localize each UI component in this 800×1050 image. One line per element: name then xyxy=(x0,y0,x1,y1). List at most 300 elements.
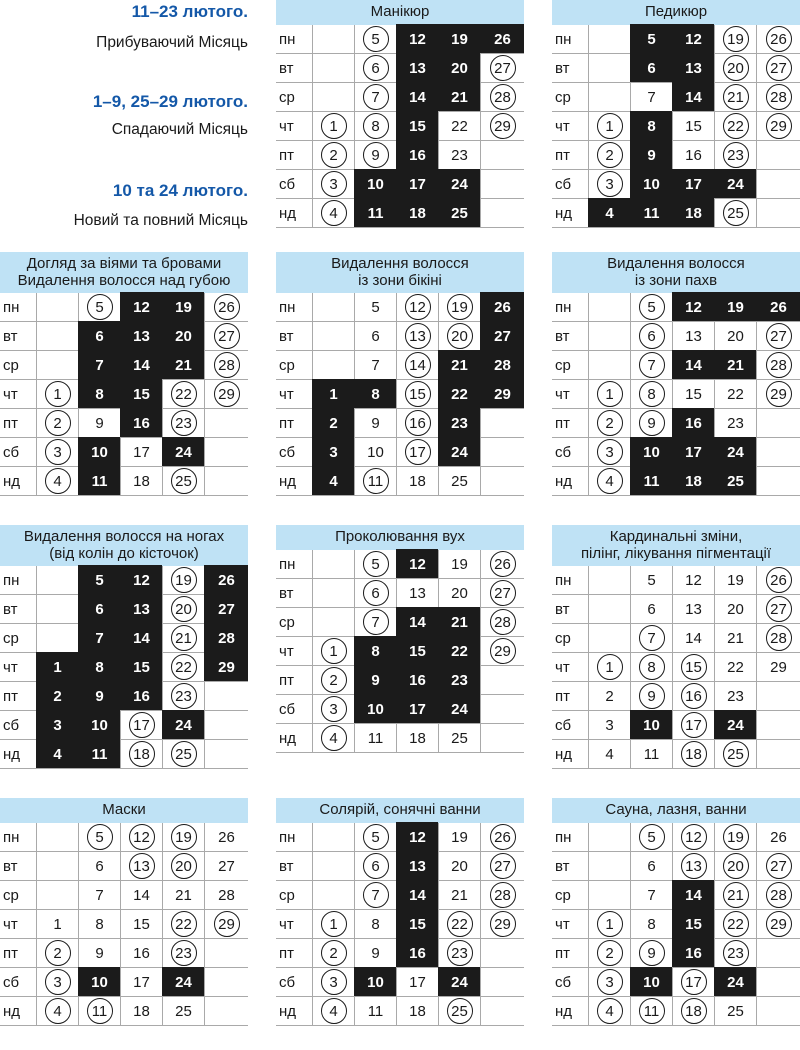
legend-moon-phase: Новий та повний Місяць xyxy=(73,212,248,229)
day-cell-favorable xyxy=(480,322,524,351)
day-cell-circled xyxy=(354,550,396,579)
weekday-label: сб xyxy=(0,968,36,997)
day-cell-circled xyxy=(120,823,162,852)
weekday-label: пн xyxy=(276,293,312,322)
day-number: 15 xyxy=(409,642,426,660)
day-number: 14 xyxy=(133,356,150,374)
day-grid xyxy=(276,550,524,753)
day-number: 2 xyxy=(53,687,62,705)
day-number: 17 xyxy=(133,716,150,734)
weekday-label: нд xyxy=(0,467,36,496)
moon-phase-legend xyxy=(0,0,270,240)
day-number: 29 xyxy=(494,642,511,660)
day-cell-circled xyxy=(588,141,630,170)
day-number: 26 xyxy=(770,828,787,846)
day-number: 11 xyxy=(367,204,384,222)
day-cell-circled xyxy=(756,25,800,54)
day-number: 15 xyxy=(685,117,702,135)
day-cell-circled xyxy=(714,83,756,112)
day-number: 3 xyxy=(605,973,614,991)
weekday-label: вт xyxy=(0,852,36,881)
day-number: 3 xyxy=(53,443,62,461)
day-number: 11 xyxy=(367,1002,384,1020)
weekday-label: вт xyxy=(0,595,36,624)
day-cell-favorable xyxy=(204,595,248,624)
day-cell-circled xyxy=(396,438,438,467)
day-number: 4 xyxy=(329,729,338,747)
day-number: 26 xyxy=(494,828,511,846)
day-cell-favorable xyxy=(630,199,672,228)
day-number: 29 xyxy=(770,658,787,676)
empty-day-cell xyxy=(588,823,630,852)
day-cell xyxy=(714,595,756,624)
day-cell-favorable xyxy=(714,467,756,496)
day-cell-favorable xyxy=(438,968,480,997)
day-cell-favorable xyxy=(714,968,756,997)
day-cell-favorable xyxy=(630,54,672,83)
day-number: 19 xyxy=(727,571,744,589)
panel-title-line: Видалення волосся на ногах xyxy=(23,527,225,545)
day-cell-favorable xyxy=(672,25,714,54)
day-cell-favorable xyxy=(396,666,438,695)
weekday-label: чт xyxy=(276,112,312,141)
day-number: 4 xyxy=(329,204,338,222)
day-number: 20 xyxy=(727,600,744,618)
day-number: 12 xyxy=(409,298,426,316)
day-cell-favorable xyxy=(396,695,438,724)
day-number: 3 xyxy=(329,175,338,193)
weekday-label: чт xyxy=(0,910,36,939)
day-cell-favorable xyxy=(480,351,524,380)
day-number: 5 xyxy=(95,571,104,589)
day-number: 26 xyxy=(770,298,787,316)
panel-title-line: Проколювання вух xyxy=(335,528,465,546)
day-cell-circled xyxy=(714,881,756,910)
panel-title-line: Педикюр xyxy=(644,3,708,21)
weekday-label: ср xyxy=(276,881,312,910)
day-number: 7 xyxy=(95,629,104,647)
day-cell-circled xyxy=(756,351,800,380)
day-number: 9 xyxy=(371,414,380,432)
day-cell-favorable xyxy=(396,881,438,910)
day-cell-circled xyxy=(714,112,756,141)
day-cell-favorable xyxy=(78,351,120,380)
day-number: 20 xyxy=(727,327,744,345)
day-cell-circled xyxy=(354,852,396,881)
empty-day-cell xyxy=(312,823,354,852)
day-cell-circled xyxy=(756,910,800,939)
day-number: 24 xyxy=(727,443,744,461)
weekday-label: пн xyxy=(276,25,312,54)
empty-day-cell xyxy=(756,170,800,199)
day-number: 22 xyxy=(175,658,192,676)
day-number: 5 xyxy=(371,298,380,316)
empty-day-cell xyxy=(312,293,354,322)
day-number: 25 xyxy=(451,204,468,222)
day-number: 15 xyxy=(409,385,426,403)
weekday-label: вт xyxy=(276,54,312,83)
day-cell-circled xyxy=(78,997,120,1026)
day-number: 17 xyxy=(133,973,150,991)
day-cell xyxy=(396,724,438,753)
day-number: 27 xyxy=(494,584,511,602)
weekday-label: ср xyxy=(552,624,588,653)
day-cell-favorable xyxy=(630,438,672,467)
empty-day-cell xyxy=(588,852,630,881)
day-number: 25 xyxy=(175,745,192,763)
day-number: 13 xyxy=(685,327,702,345)
day-number: 1 xyxy=(329,117,338,135)
day-cell xyxy=(672,566,714,595)
empty-day-cell xyxy=(204,997,248,1026)
empty-day-cell xyxy=(480,939,524,968)
day-cell-favorable xyxy=(120,293,162,322)
day-cell-favorable xyxy=(672,467,714,496)
day-grid xyxy=(552,566,800,769)
day-cell-circled xyxy=(672,711,714,740)
weekday-label: пт xyxy=(552,682,588,711)
day-number: 13 xyxy=(409,857,426,875)
panel-title-line: Кардинальні зміни, xyxy=(609,527,743,545)
day-cell-favorable xyxy=(120,351,162,380)
day-cell-favorable xyxy=(714,293,756,322)
day-cell-favorable xyxy=(438,199,480,228)
day-cell-favorable xyxy=(120,653,162,682)
empty-day-cell xyxy=(204,682,248,711)
day-cell-circled xyxy=(714,939,756,968)
day-cell xyxy=(714,624,756,653)
day-cell-favorable xyxy=(438,54,480,83)
day-cell-circled xyxy=(162,682,204,711)
day-cell-favorable xyxy=(120,624,162,653)
empty-day-cell xyxy=(36,823,78,852)
empty-day-cell xyxy=(36,881,78,910)
day-cell-favorable xyxy=(162,968,204,997)
day-cell-circled xyxy=(204,910,248,939)
day-number: 20 xyxy=(451,857,468,875)
day-number: 27 xyxy=(494,327,511,345)
day-cell-favorable xyxy=(396,170,438,199)
day-number: 20 xyxy=(451,59,468,77)
day-number: 19 xyxy=(175,828,192,846)
day-cell-circled xyxy=(672,740,714,769)
day-cell-favorable xyxy=(396,25,438,54)
day-number: 4 xyxy=(53,1002,62,1020)
day-cell-circled xyxy=(162,624,204,653)
weekday-label: ср xyxy=(276,83,312,112)
weekday-label: ср xyxy=(552,881,588,910)
day-number: 29 xyxy=(770,117,787,135)
panel-title-line: Видалення волосся xyxy=(331,254,469,272)
day-cell xyxy=(672,322,714,351)
day-number: 12 xyxy=(685,298,702,316)
day-number: 6 xyxy=(95,327,104,345)
day-number: 12 xyxy=(133,828,150,846)
day-cell xyxy=(714,322,756,351)
empty-day-cell xyxy=(588,83,630,112)
day-number: 2 xyxy=(605,944,614,962)
empty-day-cell xyxy=(756,141,800,170)
day-cell-favorable xyxy=(78,653,120,682)
day-number: 10 xyxy=(367,175,384,193)
day-cell-favorable xyxy=(354,380,396,409)
day-number: 9 xyxy=(95,687,104,705)
day-cell-favorable xyxy=(438,409,480,438)
day-number: 7 xyxy=(371,356,380,374)
panel-title-line: Сауна, лазня, ванни xyxy=(605,801,747,819)
panel-title xyxy=(276,798,524,823)
day-cell xyxy=(162,997,204,1026)
day-number: 26 xyxy=(494,30,511,48)
legend-date-range: 10 та 24 лютого. xyxy=(112,181,248,200)
weekday-label: пн xyxy=(552,823,588,852)
day-cell-favorable xyxy=(120,409,162,438)
weekday-label: сб xyxy=(276,170,312,199)
day-cell xyxy=(438,823,480,852)
weekday-label: вт xyxy=(552,852,588,881)
empty-day-cell xyxy=(756,997,800,1026)
day-number: 24 xyxy=(175,973,192,991)
day-cell-favorable xyxy=(672,83,714,112)
day-cell-favorable xyxy=(672,351,714,380)
day-number: 13 xyxy=(685,857,702,875)
day-number: 18 xyxy=(133,1002,150,1020)
day-cell-circled xyxy=(354,54,396,83)
day-number: 29 xyxy=(218,385,235,403)
day-number: 24 xyxy=(175,443,192,461)
day-cell xyxy=(714,380,756,409)
day-number: 4 xyxy=(605,1002,614,1020)
calendar-panel xyxy=(552,0,800,252)
weekday-label: вт xyxy=(0,322,36,351)
panel-title-line: (від колін до кісточок) xyxy=(49,544,199,562)
day-number: 12 xyxy=(685,571,702,589)
day-number: 14 xyxy=(409,356,426,374)
empty-day-cell xyxy=(756,939,800,968)
day-number: 18 xyxy=(685,472,702,490)
day-cell-circled xyxy=(672,968,714,997)
day-cell-circled xyxy=(756,566,800,595)
day-cell-circled xyxy=(204,380,248,409)
day-cell-favorable xyxy=(162,711,204,740)
panel-title-line: Догляд за віями та бровами xyxy=(26,254,222,272)
empty-day-cell xyxy=(756,199,800,228)
day-cell-circled xyxy=(672,653,714,682)
day-cell-circled xyxy=(588,438,630,467)
day-cell-circled xyxy=(162,852,204,881)
day-cell-circled xyxy=(396,293,438,322)
day-cell-favorable xyxy=(438,666,480,695)
day-number: 10 xyxy=(367,973,384,991)
day-number: 4 xyxy=(605,204,614,222)
day-number: 21 xyxy=(451,356,468,374)
weekday-label: пт xyxy=(552,409,588,438)
day-cell-favorable xyxy=(354,199,396,228)
day-cell-circled xyxy=(354,25,396,54)
day-cell-favorable xyxy=(78,380,120,409)
day-cell-favorable xyxy=(162,293,204,322)
day-number: 14 xyxy=(685,88,702,106)
day-number: 1 xyxy=(329,385,338,403)
day-cell-circled xyxy=(36,409,78,438)
day-number: 4 xyxy=(605,745,614,763)
day-number: 25 xyxy=(727,1002,744,1020)
day-number: 21 xyxy=(451,886,468,904)
day-cell xyxy=(396,579,438,608)
day-cell-circled xyxy=(354,823,396,852)
day-cell-favorable xyxy=(120,595,162,624)
day-number: 20 xyxy=(175,327,192,345)
calendar-panel xyxy=(276,252,524,504)
weekday-label: вт xyxy=(552,595,588,624)
day-cell xyxy=(396,997,438,1026)
day-number: 13 xyxy=(409,59,426,77)
day-cell-favorable xyxy=(354,695,396,724)
day-cell-circled xyxy=(396,351,438,380)
day-cell xyxy=(672,595,714,624)
legend-moon-phase: Прибуваючий Місяць xyxy=(96,34,248,51)
day-number: 28 xyxy=(494,886,511,904)
empty-day-cell xyxy=(480,199,524,228)
empty-day-cell xyxy=(36,852,78,881)
day-number: 10 xyxy=(91,973,108,991)
day-number: 29 xyxy=(218,915,235,933)
day-cell-circled xyxy=(162,380,204,409)
day-cell-circled xyxy=(756,852,800,881)
day-cell-favorable xyxy=(120,566,162,595)
weekday-label: пн xyxy=(0,566,36,595)
day-number: 13 xyxy=(409,584,426,602)
day-cell xyxy=(120,997,162,1026)
day-cell-circled xyxy=(588,380,630,409)
day-cell-favorable xyxy=(672,293,714,322)
day-cell-favorable xyxy=(672,170,714,199)
day-number: 29 xyxy=(494,117,511,135)
day-cell-favorable xyxy=(120,380,162,409)
day-cell-circled xyxy=(120,740,162,769)
empty-day-cell xyxy=(480,997,524,1026)
day-number: 8 xyxy=(647,117,656,135)
day-number: 20 xyxy=(727,857,744,875)
day-number: 8 xyxy=(95,658,104,676)
day-cell-favorable xyxy=(396,852,438,881)
day-cell-circled xyxy=(630,823,672,852)
day-number: 11 xyxy=(643,1002,660,1020)
day-cell-circled xyxy=(480,83,524,112)
day-number: 6 xyxy=(371,59,380,77)
day-number: 28 xyxy=(218,356,235,374)
weekday-label: нд xyxy=(276,199,312,228)
empty-day-cell xyxy=(588,566,630,595)
day-cell-favorable xyxy=(78,682,120,711)
calendar-panel xyxy=(552,798,800,1050)
day-number: 8 xyxy=(371,915,380,933)
day-cell-circled xyxy=(714,25,756,54)
day-cell-circled xyxy=(756,83,800,112)
empty-day-cell xyxy=(312,25,354,54)
weekday-label: ср xyxy=(552,351,588,380)
day-number: 1 xyxy=(53,385,62,403)
day-cell-circled xyxy=(630,624,672,653)
panel-title xyxy=(552,798,800,823)
weekday-label: сб xyxy=(276,695,312,724)
day-cell-favorable xyxy=(396,112,438,141)
day-number: 16 xyxy=(685,414,702,432)
day-number: 5 xyxy=(647,828,656,846)
day-number: 19 xyxy=(451,828,468,846)
day-cell-circled xyxy=(396,322,438,351)
day-cell-circled xyxy=(480,550,524,579)
day-number: 5 xyxy=(647,298,656,316)
day-number: 12 xyxy=(409,555,426,573)
day-cell-circled xyxy=(354,83,396,112)
empty-day-cell xyxy=(588,595,630,624)
empty-day-cell xyxy=(36,595,78,624)
weekday-label: пт xyxy=(0,409,36,438)
day-number: 12 xyxy=(409,828,426,846)
empty-day-cell xyxy=(204,740,248,769)
day-number: 12 xyxy=(133,298,150,316)
day-number: 14 xyxy=(133,629,150,647)
day-number: 23 xyxy=(727,146,744,164)
day-cell-circled xyxy=(312,666,354,695)
day-cell-favorable xyxy=(438,380,480,409)
day-number: 16 xyxy=(409,414,426,432)
empty-day-cell xyxy=(480,666,524,695)
day-number: 2 xyxy=(53,944,62,962)
day-cell xyxy=(438,579,480,608)
day-cell-circled xyxy=(756,112,800,141)
day-number: 8 xyxy=(371,117,380,135)
weekday-label: сб xyxy=(0,711,36,740)
day-number: 5 xyxy=(95,828,104,846)
day-number: 8 xyxy=(371,385,380,403)
day-number: 18 xyxy=(685,204,702,222)
empty-day-cell xyxy=(204,409,248,438)
empty-day-cell xyxy=(756,409,800,438)
day-cell-circled xyxy=(36,968,78,997)
empty-day-cell xyxy=(312,54,354,83)
day-cell xyxy=(354,351,396,380)
weekday-label: пт xyxy=(552,141,588,170)
day-cell xyxy=(438,724,480,753)
day-number: 11 xyxy=(367,472,384,490)
day-cell-favorable xyxy=(714,170,756,199)
day-cell-favorable xyxy=(672,199,714,228)
empty-day-cell xyxy=(312,83,354,112)
day-number: 12 xyxy=(409,30,426,48)
day-cell-favorable xyxy=(162,438,204,467)
day-number: 9 xyxy=(371,146,380,164)
day-cell-favorable xyxy=(480,25,524,54)
day-number: 5 xyxy=(647,571,656,589)
empty-day-cell xyxy=(204,939,248,968)
day-number: 6 xyxy=(95,600,104,618)
day-cell xyxy=(588,711,630,740)
day-cell-favorable xyxy=(36,740,78,769)
day-number: 14 xyxy=(409,886,426,904)
day-number: 14 xyxy=(685,886,702,904)
empty-day-cell xyxy=(36,566,78,595)
day-number: 28 xyxy=(770,886,787,904)
day-cell-favorable xyxy=(630,25,672,54)
weekday-label: нд xyxy=(552,199,588,228)
panel-title-line: із зони бікіні xyxy=(358,271,442,289)
day-cell-favorable xyxy=(120,322,162,351)
weekday-label: сб xyxy=(552,438,588,467)
day-cell-circled xyxy=(588,653,630,682)
day-number: 17 xyxy=(409,973,426,991)
